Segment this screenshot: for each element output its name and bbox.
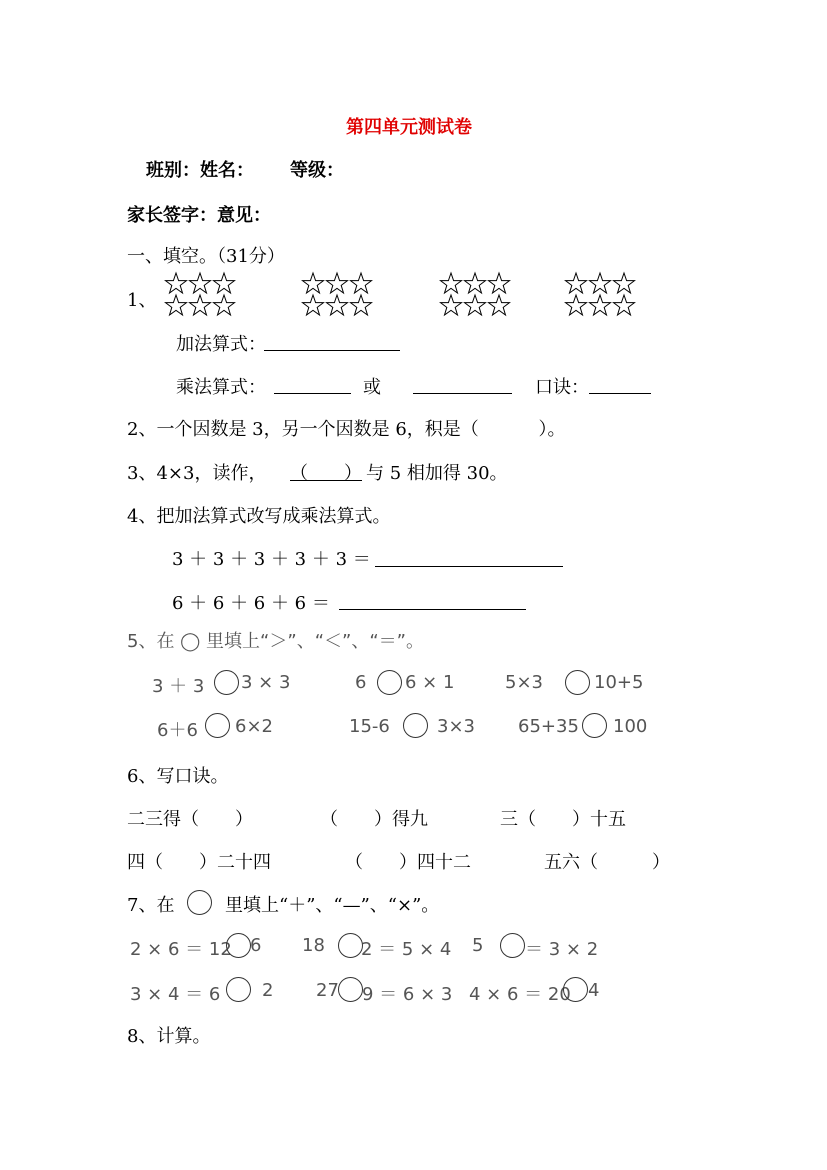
grade-label: 等级： [290,160,344,181]
compare-circle[interactable] [214,670,239,695]
q5-r2-left-1: 6＋6 [157,720,198,741]
compare-circle[interactable] [377,670,402,695]
multiplication-blank-2[interactable] [413,393,512,394]
q5-r1-right-3: 10+5 [594,672,644,693]
q7-r2-4: 9 ＝ 6 × 3 [362,984,453,1005]
q4-blank-1[interactable] [375,566,563,567]
compare-circle[interactable] [565,670,590,695]
q5-r1-left-1: 3 ＋ 3 [152,676,205,697]
q7-r1-4: 2 ＝ 5 × 4 [361,939,452,960]
q7-r1-6: ＝ 3 × 2 [525,939,599,960]
star-group-2 [299,270,377,320]
fill-circle[interactable] [338,933,363,958]
q5-r2-right-1: 6×2 [235,716,273,737]
q6-r2-2: （ ）四十二 [345,852,471,873]
q5-r2-left-2: 15-6 [349,716,390,737]
fill-circle[interactable] [338,977,363,1002]
q8-text: 8、计算。 [127,1026,211,1047]
q3-blank[interactable]: （ ） [290,463,362,484]
or-label: 或 [363,377,381,398]
q5-r2-right-2: 3×3 [437,716,475,737]
q5-r2-left-3: 65+35 [518,716,579,737]
parent-signature-label: 家长签字：意见： [127,205,271,226]
compare-circle[interactable] [205,713,230,738]
addition-blank[interactable] [264,350,400,351]
q7-text-b: 里填上“＋”、“—”、“×”。 [225,895,440,916]
multiplication-label: 乘法算式： [176,377,266,398]
q6-r2-3: 五六（ ） [544,852,670,873]
q5-r1-right-1: 3 × 3 [241,672,291,693]
q6-r1-2: （ ）得九 [320,809,428,830]
q7-r2-5: 4 × 6 ＝ 20 [469,984,571,1005]
star-group-3 [437,270,515,320]
class-name-label: 班别：姓名： [146,160,254,181]
q6-r2-1: 四（ ）二十四 [127,852,271,873]
q7-r1-2: 6 [250,935,262,956]
q4-expression-2: 6 ＋ 6 ＋ 6 ＋ 6 ＝ [172,593,330,614]
q7-r1-1: 2 × 6 ＝ 12 [130,939,232,960]
fill-circle[interactable] [563,977,588,1002]
q3-text-a: 3、4×3，读作， [127,463,267,484]
q6-r1-3: 三（ ）十五 [500,809,626,830]
q6-r1-1: 二三得（ ） [127,809,253,830]
compare-circle[interactable] [403,713,428,738]
q5-text: 5、在 ◯ 里填上“＞”、“＜”、“＝”。 [127,631,424,652]
page-title: 第四单元测试卷 [346,117,472,138]
fill-circle[interactable] [226,933,251,958]
q4-text: 4、把加法算式改写成乘法算式。 [127,506,391,527]
q5-r1-right-2: 6 × 1 [405,672,455,693]
compare-circle[interactable] [582,713,607,738]
q7-r2-6: 4 [588,980,600,1001]
q5-r1-left-3: 5×3 [505,672,543,693]
q7-r2-3: 27 [316,980,339,1001]
q1-label: 1、 [127,290,157,311]
addition-label: 加法算式： [176,334,266,355]
fill-circle[interactable] [500,933,525,958]
multiplication-blank-1[interactable] [274,393,351,394]
q7-r1-5: 5 [472,935,484,956]
symbol-circle [187,890,212,915]
q2-text: 2、一个因数是 3，另一个因数是 6，积是（ ）。 [127,419,566,440]
fill-circle[interactable] [226,977,251,1002]
section-heading: 一、填空。（31分） [127,246,285,267]
q5-r1-left-2: 6 [355,672,367,693]
q3-text-c: 与 5 相加得 30。 [366,463,508,484]
q7-r1-3: 18 [302,935,325,956]
q4-expression-1: 3 ＋ 3 ＋ 3 ＋ 3 ＋ 3 ＝ [172,549,371,570]
q5-r2-right-3: 100 [613,716,648,737]
q6-text: 6、写口诀。 [127,766,229,787]
q7-text-a: 7、在 [127,895,175,916]
q7-r2-2: 2 [262,980,274,1001]
star-group-4 [562,270,640,320]
q7-r2-1: 3 × 4 ＝ 6 [130,984,221,1005]
rhyme-label: 口诀： [535,377,589,398]
q4-blank-2[interactable] [339,609,526,610]
rhyme-blank[interactable] [589,393,651,394]
star-group-1 [162,270,240,320]
